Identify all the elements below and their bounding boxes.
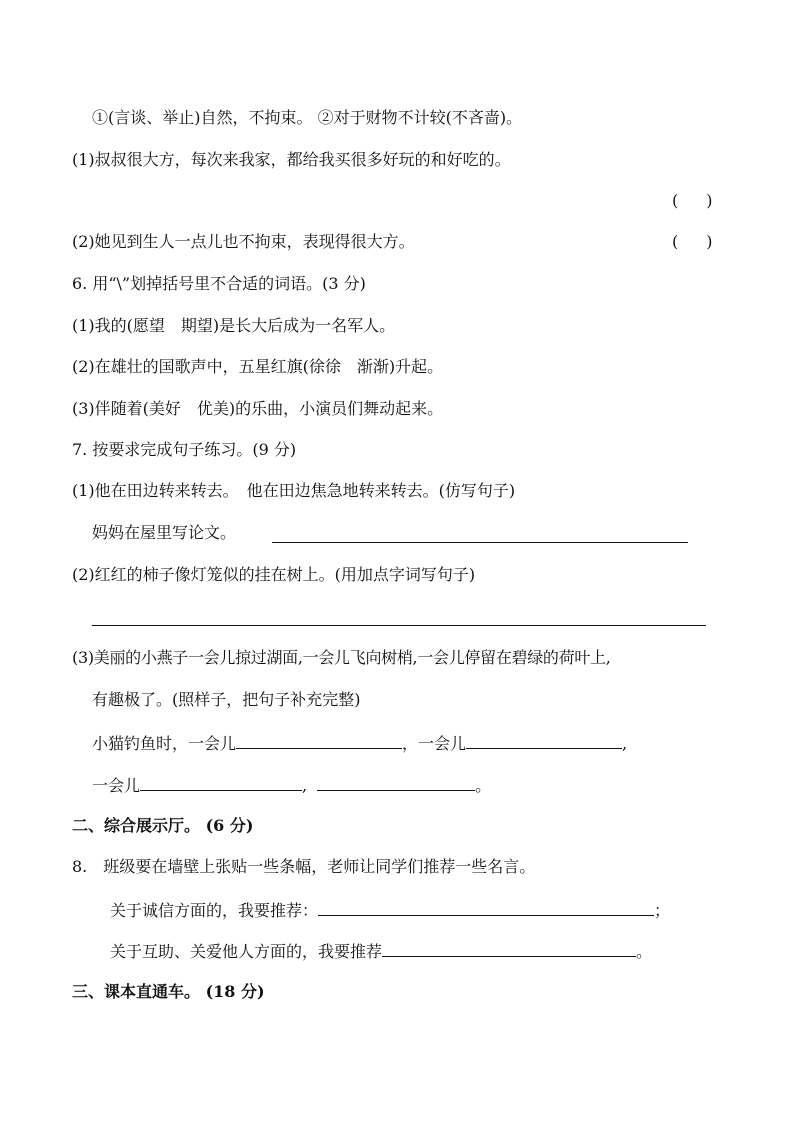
q6-sentence-3: (3)伴随着(美好 优美)的乐曲，小演员们舞动起来。	[72, 399, 444, 418]
fill-blank-2[interactable]	[466, 732, 622, 749]
q6-sentence-1: (1)我的(愿望 期望)是长大后成为一名军人。	[72, 316, 396, 335]
q7-sentence-2: (2)红红的柿子像灯笼似的挂在树上。(用加点字词写句子)	[72, 565, 476, 584]
fill-prefix-c: 一会儿	[92, 776, 141, 795]
q5-meanings: ①(言谈、举止)自然，不拘束。 ②对于财物不计较(不吝啬)。	[92, 108, 523, 127]
q7-sentence-3-line-2: 有趣极了。(照样子，把句子补充完整)	[92, 690, 361, 709]
q7-sentence-3-line-1: (3)美丽的小燕子一会儿掠过湖面,一会儿飞向树梢,一会儿停留在碧绿的荷叶上,	[72, 648, 611, 667]
q5-sentence-2: (2)她见到生人一点儿也不拘束，表现得很大方。	[72, 232, 415, 251]
q6-sentence-2: (2)在雄壮的国歌声中，五星红旗(徐徐 渐渐)升起。	[72, 357, 444, 376]
q8-line-2	[110, 940, 652, 962]
paren-close: )	[706, 232, 713, 251]
q7-s2-answer-line[interactable]	[92, 625, 706, 626]
q8-line-2-prompt: 关于互助、关爱他人方面的，我要推荐	[110, 942, 383, 961]
q8-answer-2[interactable]	[382, 940, 636, 957]
comma: ,	[302, 776, 308, 795]
q7-s3-fill-row-2	[92, 774, 491, 796]
q8-title: 8. 班级要在墙壁上张贴一些条幅，老师让同学们推荐一些名言。	[72, 857, 536, 876]
paren-close: )	[706, 191, 713, 210]
section-3-title: 三、课本直通车。 (18 分)	[72, 982, 265, 1001]
q5-answer-paren-1[interactable]	[672, 191, 713, 211]
q5-sentence-1: (1)叔叔很大方，每次来我家，都给我买很多好玩的和好吃的。	[72, 150, 511, 169]
comma: ，	[402, 734, 419, 753]
q8-line-1-prompt: 关于诚信方面的，我要推荐：	[110, 901, 319, 920]
period: 。	[475, 776, 492, 795]
fill-prefix-a: 小猫钓鱼时，一会儿	[92, 734, 237, 753]
q7-s3-fill-row-1	[92, 732, 627, 754]
fill-prefix-b: 一会儿	[418, 734, 467, 753]
q7-s1-answer-line[interactable]	[272, 542, 688, 543]
fill-blank-4[interactable]	[317, 774, 475, 791]
q5-answer-paren-2[interactable]	[672, 232, 713, 252]
q7-title: 7. 按要求完成句子练习。(9 分)	[72, 440, 297, 459]
q8-answer-1[interactable]	[318, 899, 654, 916]
q8-line-1	[110, 899, 670, 921]
period: 。	[636, 942, 653, 961]
comma: ,	[622, 734, 628, 753]
q6-title: 6. 用“\”划掉括号里不合适的词语。(3 分)	[72, 274, 366, 293]
paren-open: (	[672, 191, 679, 210]
fill-blank-3[interactable]	[140, 774, 302, 791]
section-2-title: 二、综合展示厅。 (6 分)	[72, 816, 254, 835]
q7-sentence-1: (1)他在田边转来转去。 他在田边焦急地转来转去。(仿写句子)	[72, 481, 516, 500]
fill-blank-1[interactable]	[236, 732, 402, 749]
q7-s1-prompt: 妈妈在屋里写论文。	[92, 523, 237, 542]
semicolon: ；	[654, 901, 671, 920]
paren-open: (	[672, 232, 679, 251]
